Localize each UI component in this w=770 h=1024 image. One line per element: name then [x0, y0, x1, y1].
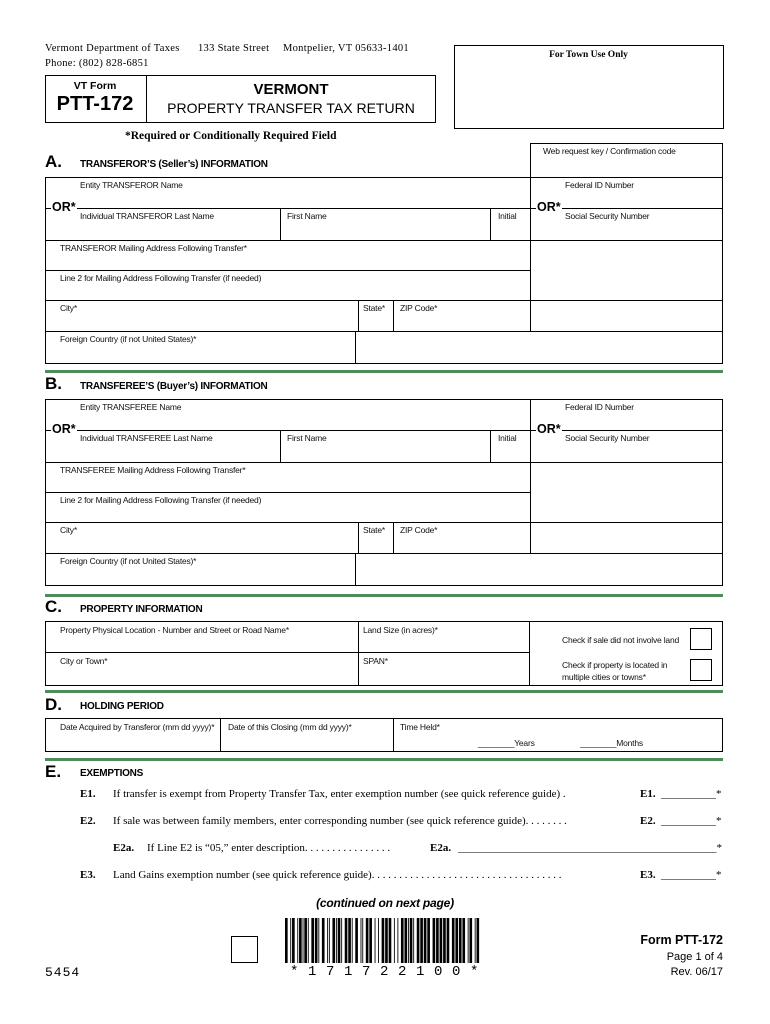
barcode-bar [329, 918, 330, 963]
field-label: Individual TRANSFEROR Last Name [80, 211, 214, 221]
field-label: Entity TRANSFEREE Name [80, 402, 182, 412]
exemption-code: E1. [80, 788, 96, 800]
section-c-letter: C. [45, 597, 62, 616]
barcode-bar [459, 918, 462, 963]
section-b-letter: B. [45, 374, 62, 393]
field-label: Property Physical Location - Number and Street or Road Name* [60, 625, 289, 635]
field-label: Date of this Closing (mm dd yyyy)* [228, 722, 352, 732]
barcode-bar [404, 918, 407, 963]
field-label: Line 2 for Mailing Address Following Transfer (if needed) [60, 273, 262, 283]
barcode-bar [462, 918, 465, 963]
field-label: Entity TRANSFEROR Name [80, 180, 183, 190]
barcode-bar [382, 918, 385, 963]
blank-cell [530, 240, 723, 301]
field-label: Federal ID Number [565, 402, 634, 412]
property-location-field[interactable] [45, 621, 359, 653]
exemption-description: If transfer is exempt from Property Transfer Tax, enter exemption number (see quick reference guide) . [113, 789, 566, 800]
blank-cell [530, 462, 723, 523]
field-label: Individual TRANSFEREE Last Name [80, 433, 213, 443]
town-use-box [454, 45, 724, 129]
span-field[interactable] [358, 652, 530, 686]
barcode-bar [427, 918, 430, 963]
exemption-code: E2. [80, 815, 96, 827]
transferee-state-field[interactable] [358, 522, 394, 554]
barcode-bar [311, 918, 314, 963]
field-label: Social Security Number [565, 433, 650, 443]
form-badge [45, 75, 147, 123]
barcode-bar [389, 918, 392, 963]
barcode-bar [341, 918, 342, 963]
barcode-bar [447, 918, 450, 963]
field-label: First Name [287, 433, 327, 443]
field-label: Date Acquired by Transferor (mm dd yyyy)* [60, 722, 215, 732]
form-code: 5454 [45, 965, 81, 980]
section-b-title: TRANSFEREE’S (Buyer’s) INFORMATION [80, 381, 268, 392]
agency-city: Montpelier, VT 05633-1401 [283, 43, 409, 54]
exemption-e3-blank[interactable]: __________* [661, 869, 722, 881]
barcode-bar [315, 918, 318, 963]
transferee-entity-name-field[interactable] [45, 399, 531, 431]
field-label: SPAN* [363, 656, 388, 666]
barcode-bar [327, 918, 328, 963]
field-label: Federal ID Number [565, 180, 634, 190]
footer-revision: Rev. 06/17 [670, 966, 723, 978]
barcode-bar [345, 918, 348, 963]
or-marker: OR* [537, 422, 561, 436]
barcode-bar [455, 918, 458, 963]
section-a-letter: A. [45, 152, 62, 171]
transferee-last-name-field[interactable] [45, 430, 281, 463]
transferee-address-line2-field[interactable] [45, 492, 531, 523]
barcode-bar [290, 918, 291, 963]
section-a-title: TRANSFEROR’S (Seller’s) INFORMATION [80, 159, 268, 170]
footer-page: Page 1 of 4 [666, 951, 723, 963]
barcode-bar [378, 918, 379, 963]
field-label: Initial [498, 433, 517, 443]
field-label: Line 2 for Mailing Address Following Transfer (if needed) [60, 495, 262, 505]
exemption-e2-blank[interactable]: __________* [661, 815, 722, 827]
land-size-field[interactable] [358, 621, 530, 653]
section-d-title: HOLDING PERIOD [80, 701, 164, 712]
barcode-bar [297, 918, 298, 963]
agency-street: 133 State Street [198, 43, 270, 54]
transferor-table [45, 177, 723, 364]
barcode-bar [475, 918, 476, 963]
section-rule [45, 594, 723, 597]
field-label: City or Town* [60, 656, 108, 666]
barcode-bar [420, 918, 423, 963]
field-label: ZIP Code* [400, 303, 438, 313]
section-c-title: PROPERTY INFORMATION [80, 604, 203, 615]
exemption-ref: E3. [640, 869, 656, 881]
exemption-e2a-blank[interactable]: _______________________________________________* [458, 843, 722, 854]
section-e-letter: E. [45, 762, 62, 781]
barcode-bar [322, 918, 325, 963]
exemption-description: If sale was between family members, enter corresponding number (see quick reference guide). . . . . . . . [113, 816, 567, 827]
continued-note: (continued on next page) [316, 896, 454, 910]
required-note: *Required or Conditionally Required Field [125, 130, 337, 142]
barcode-bar [362, 918, 363, 963]
title-state: VERMONT [253, 81, 329, 98]
web-request-label: Web request key / Confirmation code [543, 146, 676, 156]
barcode-bar [285, 918, 288, 963]
field-label: TRANSFEROR Mailing Address Following Transfer* [60, 243, 247, 253]
transferor-state-field[interactable] [358, 300, 394, 332]
blank-cell [530, 300, 723, 332]
title-form-name: PROPERTY TRANSFER TAX RETURN [167, 100, 415, 116]
field-label: TRANSFEREE Mailing Address Following Transfer* [60, 465, 246, 475]
barcode-bar [304, 918, 307, 963]
years-blank[interactable]: ________Years [478, 738, 535, 748]
barcode-bar [469, 918, 472, 963]
barcode-bar [303, 918, 304, 963]
or-marker: OR* [52, 200, 76, 214]
barcode-bar [348, 918, 351, 963]
barcode-bar [468, 918, 469, 963]
field-label: Time Held* [400, 722, 440, 732]
section-rule [45, 370, 723, 373]
field-label: Social Security Number [565, 211, 650, 221]
closing-date-field[interactable] [220, 718, 394, 752]
field-label: Land Size (in acres)* [363, 625, 438, 635]
town-use-label: For Town Use Only [549, 50, 628, 60]
multi-town-label: Check if property is located in [562, 660, 668, 670]
barcode-bar [369, 918, 372, 963]
transferor-foreign-country-field[interactable] [355, 331, 723, 364]
barcode-bar [385, 918, 388, 963]
field-label: Foreign Country (if not United States)* [60, 556, 197, 566]
barcode-bar [338, 918, 341, 963]
multi-town-label: multiple cities or towns* [562, 672, 646, 682]
section-e-title: EXEMPTIONS [80, 768, 144, 779]
transferor-initial-field[interactable] [490, 208, 531, 241]
time-held-field[interactable] [393, 718, 723, 752]
transferee-foreign-country-field[interactable] [355, 553, 723, 586]
barcode-bar [401, 918, 404, 963]
barcode-bar [394, 918, 395, 963]
barcode-bar [413, 918, 414, 963]
transferor-foreign-country-label-cell [45, 331, 356, 364]
barcode-bar [476, 918, 479, 963]
barcode-bar [410, 918, 413, 963]
field-label: State* [363, 525, 385, 535]
barcode-bar [318, 918, 319, 963]
field-label: ZIP Code* [400, 525, 438, 535]
exemption-e1-blank[interactable]: __________* [661, 788, 722, 800]
transferee-table [45, 399, 723, 586]
barcode-bar [299, 918, 302, 963]
transferor-zip-field[interactable] [393, 300, 531, 332]
footer-form-name: Form PTT-172 [640, 933, 723, 947]
barcode-bar [424, 918, 427, 963]
date-acquired-field[interactable] [45, 718, 221, 752]
barcode-bar [440, 918, 443, 963]
multi-town-checkbox[interactable] [690, 659, 712, 681]
field-label: Initial [498, 211, 517, 221]
barcode-bar [336, 918, 337, 963]
barcode [285, 918, 480, 963]
barcode-bar [308, 918, 309, 963]
agency-name: Vermont Department of Taxes [45, 43, 180, 54]
transferee-city-field[interactable] [45, 522, 359, 554]
exemption-description: Land Gains exemption number (see quick reference guide). . . . . . . . . . . . . . . . . . . . . . . . . . . . . . . . . . . [113, 870, 562, 881]
barcode-bar [397, 918, 398, 963]
section-rule [45, 758, 723, 761]
barcode-bar [452, 918, 455, 963]
form-number: PTT-172 [56, 92, 134, 115]
field-label: City* [60, 303, 77, 313]
exemption-ref: E1. [640, 788, 656, 800]
transferor-mailing-address-field[interactable] [45, 240, 531, 271]
no-land-checkbox[interactable] [690, 628, 712, 650]
barcode-bar [375, 918, 376, 963]
barcode-bar [292, 918, 295, 963]
transferee-initial-field[interactable] [490, 430, 531, 463]
form-title-box [45, 75, 436, 123]
section-d-letter: D. [45, 695, 62, 714]
or-marker: OR* [537, 200, 561, 214]
barcode-bar [355, 918, 358, 963]
barcode-bar [361, 918, 362, 963]
barcode-bar [433, 918, 436, 963]
section-rule [45, 690, 723, 693]
barcode-bar [352, 918, 353, 963]
transferee-foreign-country-label-cell [45, 553, 356, 586]
transferor-first-name-field[interactable] [280, 208, 491, 241]
transferee-zip-field[interactable] [393, 522, 531, 554]
field-label: State* [363, 303, 385, 313]
agency-phone: Phone: (802) 828-6851 [45, 58, 149, 69]
no-land-label: Check if sale did not involve land [562, 635, 679, 645]
months-blank[interactable]: ________Months [580, 738, 643, 748]
barcode-bar [443, 918, 446, 963]
barcode-bar [436, 918, 439, 963]
barcode-bar [417, 918, 420, 963]
field-label: First Name [287, 211, 327, 221]
barcode-bar [332, 918, 335, 963]
exemption-code: E3. [80, 869, 96, 881]
transferor-entity-name-field[interactable] [45, 177, 531, 209]
property-city-field[interactable] [45, 652, 359, 686]
barcode-bar [366, 918, 369, 963]
exemption-ref: E2. [640, 815, 656, 827]
transferor-city-field[interactable] [45, 300, 359, 332]
web-request-key-field[interactable] [530, 143, 723, 178]
exemption-code: E2a. [113, 842, 135, 854]
or-marker: OR* [52, 422, 76, 436]
transferor-last-name-field[interactable] [45, 208, 281, 241]
exemption-description: If Line E2 is “05,” enter description. . . . . . . . . . . . . . . . [147, 843, 391, 854]
blank-cell [530, 522, 723, 554]
transferee-first-name-field[interactable] [280, 430, 491, 463]
form-badge-prefix: VT Form [73, 79, 117, 92]
transferor-address-line2-field[interactable] [45, 270, 531, 301]
field-label: City* [60, 525, 77, 535]
footer-checkbox[interactable] [231, 936, 258, 963]
transferee-mailing-address-field[interactable] [45, 462, 531, 493]
barcode-bar [408, 918, 409, 963]
field-label: Foreign Country (if not United States)* [60, 334, 197, 344]
barcode-text: * 1 7 1 7 2 2 1 0 0 * [290, 964, 480, 980]
exemption-ref: E2a. [430, 842, 452, 854]
